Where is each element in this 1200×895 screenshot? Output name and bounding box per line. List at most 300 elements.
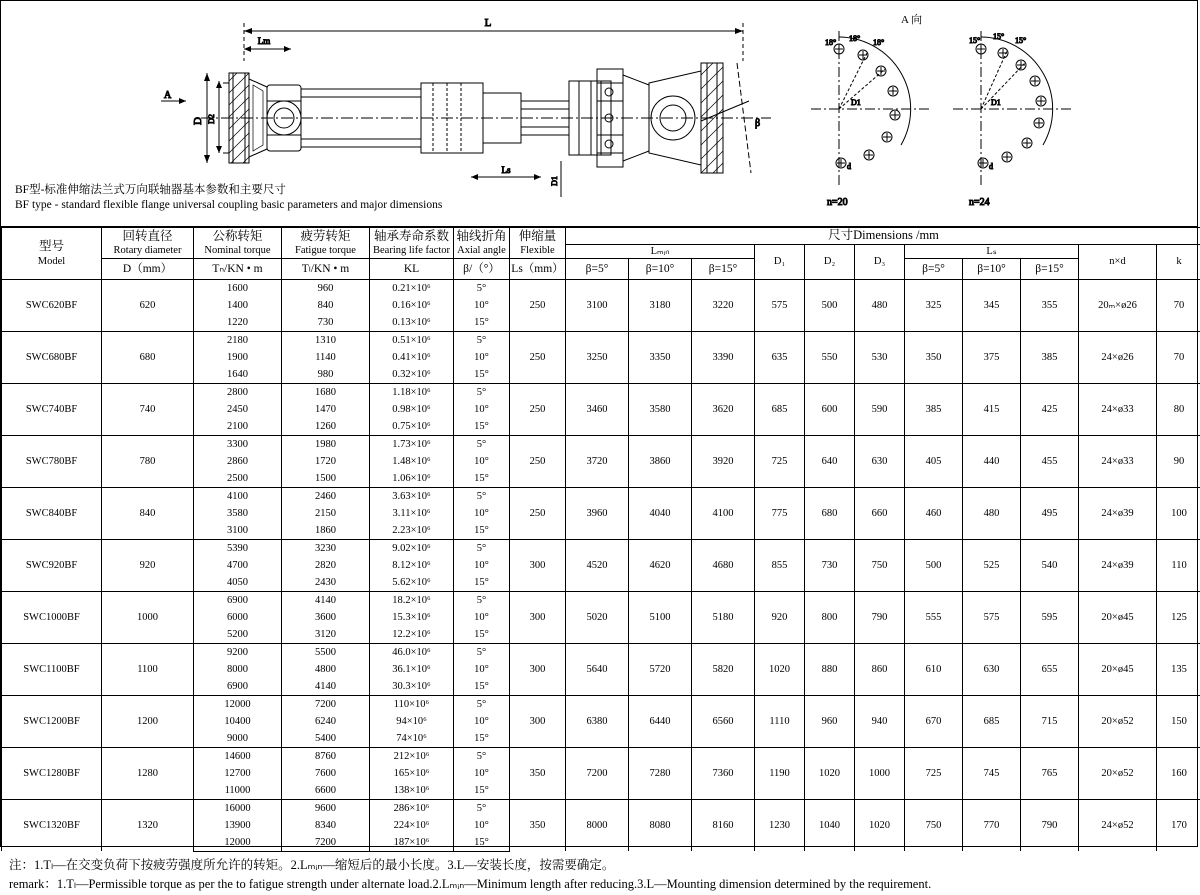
cell-nxd: 24×ø33 — [1079, 435, 1157, 487]
cell-ls-b10: 375 — [963, 331, 1021, 383]
svg-text:n=24: n=24 — [969, 197, 990, 208]
cell-fatigue-torque: 3600 — [282, 609, 370, 626]
note-en: remark：1.Tₗ—Permissible torque as per the to fatigue strength under alternate load.2.Lₘᵢₙ—Minimum length after reducing.3.L—Mounting dimension determined by the requirement. — [9, 875, 1189, 894]
cell-nominal-torque: 5200 — [194, 626, 282, 644]
cell-lmin-b5: 3100 — [566, 279, 629, 331]
cell-d2: 800 — [805, 591, 855, 643]
cell-nominal-torque: 2800 — [194, 383, 282, 401]
cell-ls-b5: 460 — [905, 487, 963, 539]
cell-fatigue-torque: 1140 — [282, 349, 370, 366]
cell-bearing-life-factor: 36.1×10⁶ — [370, 661, 454, 678]
cell-ls-b15: 790 — [1021, 799, 1079, 851]
cell-bearing-life-factor: 110×10⁶ — [370, 695, 454, 713]
cell-lmin-b10: 4620 — [629, 539, 692, 591]
cell-fatigue-torque: 730 — [282, 314, 370, 332]
cell-fatigue-torque: 1470 — [282, 401, 370, 418]
cell-ls-b15: 455 — [1021, 435, 1079, 487]
svg-text:15°: 15° — [993, 32, 1004, 41]
cell-axial-angle: 5° — [454, 435, 510, 453]
cell-nominal-torque: 2500 — [194, 470, 282, 488]
cell-nominal-torque: 1900 — [194, 349, 282, 366]
header-flexible — [510, 228, 566, 259]
cell-axial-angle: 15° — [454, 782, 510, 800]
cell-lmin-b15: 3220 — [692, 279, 755, 331]
cell-d3: 590 — [855, 383, 905, 435]
table-row — [2, 591, 1200, 609]
cell-bearing-life-factor: 0.75×10⁶ — [370, 418, 454, 436]
cell-rotary-diameter: 1200 — [102, 695, 194, 747]
cell-d2: 730 — [805, 539, 855, 591]
svg-text:D1: D1 — [550, 176, 559, 186]
cell-ls-b5: 325 — [905, 279, 963, 331]
cell-ls-b15: 385 — [1021, 331, 1079, 383]
cell-lmin-b15: 4680 — [692, 539, 755, 591]
cell-ls-b10: 685 — [963, 695, 1021, 747]
svg-text:15°: 15° — [1015, 36, 1026, 45]
cell-nominal-torque: 6000 — [194, 609, 282, 626]
header-rotary-diameter — [102, 228, 194, 259]
cell-ls-b5: 725 — [905, 747, 963, 799]
cell-nominal-torque: 3100 — [194, 522, 282, 540]
cell-axial-angle: 10° — [454, 505, 510, 522]
cell-d1: 775 — [755, 487, 805, 539]
cell-rotary-diameter: 1100 — [102, 643, 194, 695]
table-row — [2, 747, 1200, 765]
cell-nxd: 20×ø52 — [1079, 747, 1157, 799]
cell-bearing-life-factor: 0.98×10⁶ — [370, 401, 454, 418]
cell-fatigue-torque: 840 — [282, 297, 370, 314]
cell-nominal-torque: 4100 — [194, 487, 282, 505]
cell-rotary-diameter: 680 — [102, 331, 194, 383]
cell-k: 170 — [1157, 799, 1200, 851]
cell-model: SWC920BF — [2, 539, 102, 591]
cell-fatigue-torque: 1720 — [282, 453, 370, 470]
header-fatigue-unit: Tₗ/KN • m — [282, 258, 370, 279]
cell-nominal-torque: 14600 — [194, 747, 282, 765]
table-header-row-1 — [2, 228, 1200, 245]
cell-k: 90 — [1157, 435, 1200, 487]
svg-text:d: d — [847, 162, 851, 171]
cell-ls-b10: 415 — [963, 383, 1021, 435]
cell-nxd: 20×ø45 — [1079, 643, 1157, 695]
cell-nominal-torque: 2450 — [194, 401, 282, 418]
cell-bearing-life-factor: 286×10⁶ — [370, 799, 454, 817]
header-d2: D₂ — [805, 244, 855, 279]
cell-nominal-torque: 16000 — [194, 799, 282, 817]
cell-lmin-b5: 3720 — [566, 435, 629, 487]
cell-d2: 1040 — [805, 799, 855, 851]
cell-flexible: 250 — [510, 279, 566, 331]
cell-lmin-b15: 6560 — [692, 695, 755, 747]
cell-ls-b15: 595 — [1021, 591, 1079, 643]
cell-rotary-diameter: 1000 — [102, 591, 194, 643]
cell-d1: 1190 — [755, 747, 805, 799]
cell-d1: 1020 — [755, 643, 805, 695]
header-rotary-unit: D（mm） — [102, 258, 194, 279]
cell-bearing-life-factor: 18.2×10⁶ — [370, 591, 454, 609]
cell-bearing-life-factor: 212×10⁶ — [370, 747, 454, 765]
cell-nominal-torque: 8000 — [194, 661, 282, 678]
header-dimensions: 尺寸Dimensions /mm — [566, 228, 1200, 245]
note-cn: 注：1.Tₗ—在交变负荷下按疲劳强度所允许的转矩。2.Lₘᵢₙ—缩短后的最小长度。3.L—安装长度，按需要确定。 — [9, 856, 1189, 875]
table-row — [2, 799, 1200, 817]
cell-bearing-life-factor: 165×10⁶ — [370, 765, 454, 782]
header-axial-angle — [454, 228, 510, 259]
cell-d2: 960 — [805, 695, 855, 747]
cell-axial-angle: 5° — [454, 747, 510, 765]
cell-axial-angle: 15° — [454, 678, 510, 696]
cell-axial-angle: 5° — [454, 695, 510, 713]
cell-ls-b10: 440 — [963, 435, 1021, 487]
cell-fatigue-torque: 1980 — [282, 435, 370, 453]
table-header-row-3 — [2, 258, 1200, 279]
cell-model: SWC680BF — [2, 331, 102, 383]
cell-lmin-b10: 4040 — [629, 487, 692, 539]
cell-bearing-life-factor: 9.02×10⁶ — [370, 539, 454, 557]
cell-axial-angle: 15° — [454, 626, 510, 644]
header-flex-cn: 伸缩量 — [510, 229, 565, 245]
cell-lmin-b15: 5180 — [692, 591, 755, 643]
cell-axial-angle: 10° — [454, 557, 510, 574]
table-row — [2, 331, 1200, 349]
cell-d3: 750 — [855, 539, 905, 591]
cell-lmin-b15: 4100 — [692, 487, 755, 539]
technical-drawing — [1, 1, 1197, 227]
cell-model: SWC780BF — [2, 435, 102, 487]
cell-fatigue-torque: 5400 — [282, 730, 370, 748]
svg-text:18°: 18° — [849, 34, 860, 43]
cell-d2: 880 — [805, 643, 855, 695]
cell-lmin-b10: 5100 — [629, 591, 692, 643]
cell-nxd: 24×ø33 — [1079, 383, 1157, 435]
cell-flexible: 250 — [510, 331, 566, 383]
cell-nxd: 24×ø52 — [1079, 799, 1157, 851]
header-bearing-unit: KL — [370, 258, 454, 279]
cell-ls-b5: 610 — [905, 643, 963, 695]
cell-fatigue-torque: 9600 — [282, 799, 370, 817]
cell-nominal-torque: 1220 — [194, 314, 282, 332]
cell-bearing-life-factor: 138×10⁶ — [370, 782, 454, 800]
cell-flexible: 300 — [510, 591, 566, 643]
cell-d3: 940 — [855, 695, 905, 747]
header-nominal-unit: Tₙ/KN • m — [194, 258, 282, 279]
cell-nxd: 20×ø52 — [1079, 695, 1157, 747]
cell-lmin-b10: 8080 — [629, 799, 692, 851]
cell-axial-angle: 5° — [454, 331, 510, 349]
cell-flexible: 250 — [510, 435, 566, 487]
cell-fatigue-torque: 980 — [282, 366, 370, 384]
cell-axial-angle: 15° — [454, 314, 510, 332]
header-bearing-life — [370, 228, 454, 259]
cell-lmin-b5: 3460 — [566, 383, 629, 435]
cell-k: 70 — [1157, 331, 1200, 383]
header-axial-en: Axial angle — [454, 244, 509, 257]
cell-fatigue-torque: 1500 — [282, 470, 370, 488]
cell-nominal-torque: 5390 — [194, 539, 282, 557]
cell-d3: 1000 — [855, 747, 905, 799]
cell-axial-angle: 5° — [454, 591, 510, 609]
cell-model: SWC840BF — [2, 487, 102, 539]
cell-axial-angle: 10° — [454, 765, 510, 782]
cell-bearing-life-factor: 3.11×10⁶ — [370, 505, 454, 522]
cell-axial-angle: 10° — [454, 713, 510, 730]
header-nominal-torque — [194, 228, 282, 259]
cell-lmin-b5: 5640 — [566, 643, 629, 695]
cell-d3: 630 — [855, 435, 905, 487]
svg-text:L: L — [485, 17, 492, 29]
cell-nominal-torque: 1400 — [194, 297, 282, 314]
cell-bearing-life-factor: 0.13×10⁶ — [370, 314, 454, 332]
cell-d2: 500 — [805, 279, 855, 331]
cell-fatigue-torque: 6600 — [282, 782, 370, 800]
cell-nominal-torque: 9000 — [194, 730, 282, 748]
cell-model: SWC1280BF — [2, 747, 102, 799]
cell-flexible: 300 — [510, 643, 566, 695]
cell-nxd: 24×ø39 — [1079, 487, 1157, 539]
cell-ls-b15: 425 — [1021, 383, 1079, 435]
cell-bearing-life-factor: 46.0×10⁶ — [370, 643, 454, 661]
cell-lmin-b5: 3960 — [566, 487, 629, 539]
header-d3: D₃ — [855, 244, 905, 279]
cell-bearing-life-factor: 5.62×10⁶ — [370, 574, 454, 592]
cell-bearing-life-factor: 0.51×10⁶ — [370, 331, 454, 349]
cell-ls-b10: 575 — [963, 591, 1021, 643]
svg-text:Ls: Ls — [502, 165, 511, 175]
cell-fatigue-torque: 1260 — [282, 418, 370, 436]
cell-lmin-b15: 3390 — [692, 331, 755, 383]
svg-text:D1: D1 — [991, 98, 1001, 107]
cell-lmin-b15: 7360 — [692, 747, 755, 799]
cell-k: 125 — [1157, 591, 1200, 643]
cell-nominal-torque: 12700 — [194, 765, 282, 782]
cell-d1: 575 — [755, 279, 805, 331]
cell-nxd: 24×ø39 — [1079, 539, 1157, 591]
cell-bearing-life-factor: 1.06×10⁶ — [370, 470, 454, 488]
cell-rotary-diameter: 620 — [102, 279, 194, 331]
table-row — [2, 383, 1200, 401]
cell-nominal-torque: 2180 — [194, 331, 282, 349]
table-row — [2, 695, 1200, 713]
cell-lmin-b15: 3620 — [692, 383, 755, 435]
cell-d1: 855 — [755, 539, 805, 591]
cell-rotary-diameter: 1320 — [102, 799, 194, 851]
cell-d3: 660 — [855, 487, 905, 539]
cell-k: 70 — [1157, 279, 1200, 331]
header-k: k — [1157, 244, 1200, 279]
table-row — [2, 279, 1200, 297]
cell-bearing-life-factor: 1.73×10⁶ — [370, 435, 454, 453]
cell-fatigue-torque: 4800 — [282, 661, 370, 678]
cell-fatigue-torque: 1310 — [282, 331, 370, 349]
cell-lmin-b5: 4520 — [566, 539, 629, 591]
cell-axial-angle: 15° — [454, 470, 510, 488]
cell-bearing-life-factor: 3.63×10⁶ — [370, 487, 454, 505]
cell-bearing-life-factor: 0.21×10⁶ — [370, 279, 454, 297]
cell-ls-b5: 500 — [905, 539, 963, 591]
cell-nominal-torque: 12000 — [194, 834, 282, 852]
cell-ls-b15: 540 — [1021, 539, 1079, 591]
cell-lmin-b10: 3580 — [629, 383, 692, 435]
cell-fatigue-torque: 4140 — [282, 591, 370, 609]
cell-lmin-b10: 3860 — [629, 435, 692, 487]
header-nominal-cn: 公称转矩 — [194, 229, 281, 245]
cell-fatigue-torque: 7600 — [282, 765, 370, 782]
cell-lmin-b5: 7200 — [566, 747, 629, 799]
cell-fatigue-torque: 8760 — [282, 747, 370, 765]
cell-nominal-torque: 4050 — [194, 574, 282, 592]
header-ls-b5: β=5° — [905, 258, 963, 279]
svg-text:d: d — [989, 162, 993, 171]
header-lmin: Lₘᵢₙ — [566, 244, 755, 258]
cell-d3: 1020 — [855, 799, 905, 851]
cell-lmin-b15: 3920 — [692, 435, 755, 487]
cell-axial-angle: 15° — [454, 834, 510, 852]
cell-fatigue-torque: 6240 — [282, 713, 370, 730]
cell-fatigue-torque: 2460 — [282, 487, 370, 505]
cell-ls-b10: 480 — [963, 487, 1021, 539]
header-bearing-en: Bearing life factor — [370, 244, 453, 257]
cell-nominal-torque: 13900 — [194, 817, 282, 834]
cell-ls-b5: 385 — [905, 383, 963, 435]
cell-fatigue-torque: 3230 — [282, 539, 370, 557]
cell-axial-angle: 15° — [454, 418, 510, 436]
cell-axial-angle: 5° — [454, 643, 510, 661]
cell-nxd: 20×ø45 — [1079, 591, 1157, 643]
cell-bearing-life-factor: 15.3×10⁶ — [370, 609, 454, 626]
cell-model: SWC740BF — [2, 383, 102, 435]
cell-lmin-b5: 5020 — [566, 591, 629, 643]
cell-nominal-torque: 12000 — [194, 695, 282, 713]
svg-text:D: D — [192, 117, 204, 125]
cell-bearing-life-factor: 12.2×10⁶ — [370, 626, 454, 644]
cell-d1: 1110 — [755, 695, 805, 747]
cell-nxd: 20ₘ×ø26 — [1079, 279, 1157, 331]
svg-text:β: β — [755, 118, 760, 129]
cell-flexible: 250 — [510, 487, 566, 539]
cell-flexible: 350 — [510, 747, 566, 799]
cell-d2: 600 — [805, 383, 855, 435]
cell-d1: 1230 — [755, 799, 805, 851]
header-lmin-b5: β=5° — [566, 258, 629, 279]
cell-bearing-life-factor: 0.16×10⁶ — [370, 297, 454, 314]
cell-lmin-b5: 3250 — [566, 331, 629, 383]
header-fatigue-cn: 疲劳转矩 — [282, 229, 369, 245]
cell-flexible: 300 — [510, 539, 566, 591]
header-nominal-en: Nominal torque — [194, 244, 281, 257]
table-row — [2, 643, 1200, 661]
cell-nominal-torque: 6900 — [194, 591, 282, 609]
cell-axial-angle: 5° — [454, 799, 510, 817]
cell-fatigue-torque: 1860 — [282, 522, 370, 540]
cell-d1: 920 — [755, 591, 805, 643]
cell-fatigue-torque: 7200 — [282, 834, 370, 852]
header-model-cn: 型号 — [2, 239, 101, 255]
cell-nominal-torque: 4700 — [194, 557, 282, 574]
cell-lmin-b5: 8000 — [566, 799, 629, 851]
cell-ls-b15: 715 — [1021, 695, 1079, 747]
cell-k: 135 — [1157, 643, 1200, 695]
header-nxd: n×d — [1079, 244, 1157, 279]
cell-d2: 680 — [805, 487, 855, 539]
drawing-caption-en: BF type - standard flexible flange universal coupling basic parameters and major dimensions — [15, 199, 442, 211]
cell-axial-angle: 10° — [454, 661, 510, 678]
cell-lmin-b5: 6380 — [566, 695, 629, 747]
cell-k: 100 — [1157, 487, 1200, 539]
cell-axial-angle: 10° — [454, 817, 510, 834]
cell-rotary-diameter: 840 — [102, 487, 194, 539]
cell-d3: 860 — [855, 643, 905, 695]
cell-axial-angle: 15° — [454, 574, 510, 592]
table-row — [2, 539, 1200, 557]
cell-k: 160 — [1157, 747, 1200, 799]
cell-d2: 640 — [805, 435, 855, 487]
cell-axial-angle: 5° — [454, 487, 510, 505]
cell-ls-b10: 770 — [963, 799, 1021, 851]
header-fatigue-torque — [282, 228, 370, 259]
cell-model: SWC1320BF — [2, 799, 102, 851]
cell-fatigue-torque: 1680 — [282, 383, 370, 401]
svg-text:18°: 18° — [825, 38, 836, 47]
header-ls-b10: β=10° — [963, 258, 1021, 279]
cell-lmin-b10: 6440 — [629, 695, 692, 747]
cell-nominal-torque: 2100 — [194, 418, 282, 436]
cell-model: SWC1200BF — [2, 695, 102, 747]
cell-axial-angle: 10° — [454, 453, 510, 470]
notes-block — [1, 852, 1197, 895]
header-axial-cn: 轴线折角 — [454, 229, 509, 245]
cell-ls-b5: 405 — [905, 435, 963, 487]
cell-rotary-diameter: 780 — [102, 435, 194, 487]
drawing-caption-cn: BF型-标准伸缩法兰式万向联轴器基本参数和主要尺寸 — [15, 181, 286, 197]
cell-lmin-b15: 5820 — [692, 643, 755, 695]
cell-bearing-life-factor: 74×10⁶ — [370, 730, 454, 748]
cell-axial-angle: 5° — [454, 383, 510, 401]
cell-d1: 685 — [755, 383, 805, 435]
cell-nominal-torque: 1640 — [194, 366, 282, 384]
specifications-table — [1, 227, 1200, 852]
cell-lmin-b10: 5720 — [629, 643, 692, 695]
cell-flexible: 350 — [510, 799, 566, 851]
cell-bearing-life-factor: 0.41×10⁶ — [370, 349, 454, 366]
svg-text:Lm: Lm — [258, 36, 271, 46]
table-row — [2, 487, 1200, 505]
cell-ls-b15: 655 — [1021, 643, 1079, 695]
cell-lmin-b15: 8160 — [692, 799, 755, 851]
cell-rotary-diameter: 740 — [102, 383, 194, 435]
cell-axial-angle: 10° — [454, 297, 510, 314]
cell-d1: 635 — [755, 331, 805, 383]
cell-ls-b15: 355 — [1021, 279, 1079, 331]
cell-fatigue-torque: 7200 — [282, 695, 370, 713]
cell-ls-b10: 345 — [963, 279, 1021, 331]
cell-d1: 725 — [755, 435, 805, 487]
header-bearing-cn: 轴承寿命系数 — [370, 229, 453, 245]
cell-lmin-b10: 3350 — [629, 331, 692, 383]
header-ls: Lₛ — [905, 244, 1079, 258]
cell-rotary-diameter: 1280 — [102, 747, 194, 799]
cell-nominal-torque: 11000 — [194, 782, 282, 800]
cell-d3: 790 — [855, 591, 905, 643]
cell-axial-angle: 15° — [454, 522, 510, 540]
cell-ls-b10: 745 — [963, 747, 1021, 799]
cell-rotary-diameter: 920 — [102, 539, 194, 591]
cell-nominal-torque: 10400 — [194, 713, 282, 730]
cell-k: 150 — [1157, 695, 1200, 747]
cell-k: 110 — [1157, 539, 1200, 591]
cell-nxd: 24×ø26 — [1079, 331, 1157, 383]
cell-bearing-life-factor: 224×10⁶ — [370, 817, 454, 834]
cell-nominal-torque: 2860 — [194, 453, 282, 470]
